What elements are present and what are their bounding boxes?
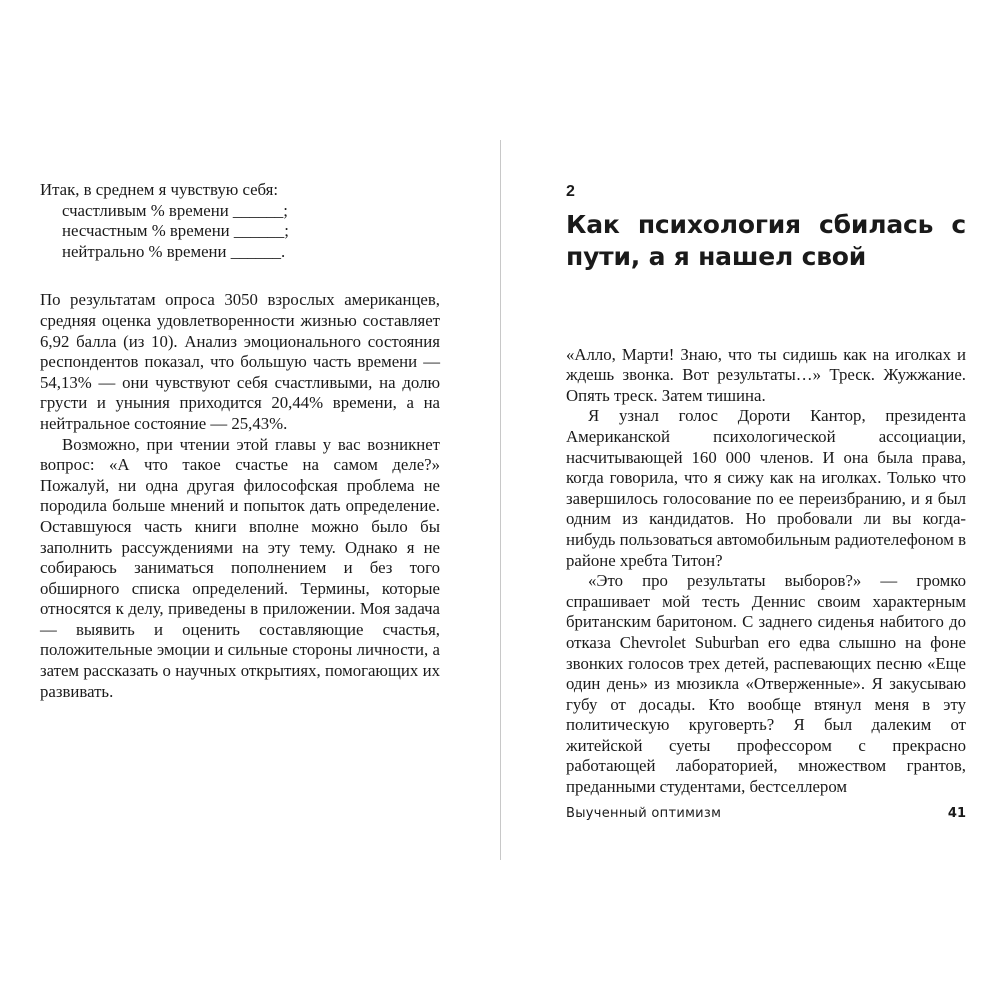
right-page: [566, 180, 966, 798]
left-page: [40, 180, 440, 702]
paragraph-election-question: «Это про результаты выборов?» — громко спрашивает мой тесть Деннис своим характерным британским баритоном. С заднего сиденья набитого до отказа Chevrolet Suburban его едва слышно на фоне звонких голосов трех детей, распевающих песню «Еще один день» из мюзикла «Отверженные». Я закусываю губу от досады. Кто вообще втянул меня в эту политическую круговерть? Я был далеким от житейской суеты профессором с прекрасно работающей лабораторией, множеством грантов, преданными студентами, бестселлером: [566, 571, 966, 797]
running-footer: [566, 806, 966, 821]
footer-book-title: Выученный оптимизм: [566, 806, 722, 821]
tally-intro: Итак, в среднем я чувствую себя:: [40, 180, 279, 199]
tally-item-happy: счастливым % времени ______;: [62, 200, 288, 220]
left-body: [40, 290, 440, 702]
chapter-body: [566, 345, 966, 798]
paragraph-survey: По результатам опроса 3050 взрослых американцев, средняя оценка удовлетворенности жизнью составляет 6,92 балла (из 10). Анализ эмоционального состояния респондентов показал, что большую часть времени — 54,13% — они чувствуют себя счастливыми, на долю грусти и уныния приходится 20,44% времени, а на нейтральное состояние — 25,43%.: [40, 290, 440, 433]
chapter-number: 2: [566, 183, 575, 200]
paragraph-phone-call: «Алло, Марти! Знаю, что ты сидишь как на иголках и ждешь звонка. Вот результаты…» Треск. Жужжание. Опять треск. Затем тишина.: [566, 344, 966, 405]
page-gutter: [500, 140, 501, 860]
tally-item-unhappy: несчастным % времени ______;: [62, 221, 289, 241]
tally-list: [40, 201, 440, 263]
page-number: 41: [947, 806, 966, 821]
paragraph-dorothy-cantor: Я узнал голос Дороти Кантор, президента Американской психологической ассоциации, насчитывающей 160 000 членов. И она была права, когда говорила, что я сижу как на иголках. Только что завершилось голосование по ее переизбранию, и я был одним из кандидатов. Но пробовали ли вы когда-нибудь пользоваться автомобильным радиотелефоном в районе хребта Титон?: [566, 406, 966, 570]
chapter-title: Как психология сбилась с пути, а я нашел свой: [566, 209, 966, 271]
tally-item-neutral: нейтрально % времени ______.: [62, 241, 286, 261]
paragraph-happiness-definition: Возможно, при чтении этой главы у вас возникнет вопрос: «А что такое счастье на самом деле?» Пожалуй, ни одна другая философская проблема не породила больше мнений и попыток дать определение. Оставшуюся часть книги вполне можно было бы заполнить рассуждениями на эту тему. Однако я не собираюсь заниматься пополнением и без того обширного списка определений. Термины, которые относятся к делу, приведены в приложении. Моя задача — выявить и оценить составляющие счастья, положительные эмоции и сильные стороны личности, а затем рассказать о научных открытиях, помогающих их развивать.: [40, 434, 440, 701]
